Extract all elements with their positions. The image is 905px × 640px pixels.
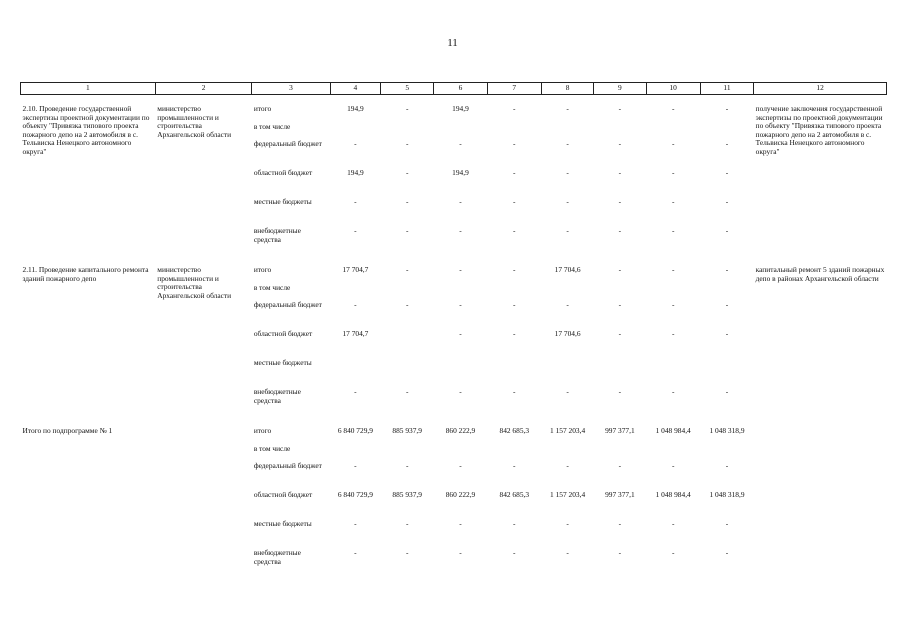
funding-value: - xyxy=(725,300,729,309)
funding-value: - xyxy=(405,548,409,557)
funding-value: - xyxy=(459,226,462,235)
funding-value: 885 937,9 xyxy=(392,490,422,499)
funding-value: - xyxy=(405,265,409,274)
funding-value: - xyxy=(566,139,569,148)
funding-source-label: местные бюджеты xyxy=(253,358,312,367)
funding-value: 17 704,7 xyxy=(342,265,369,274)
funding-source-label: внебюджетные средства xyxy=(253,226,301,244)
funding-value: - xyxy=(513,329,516,338)
funding-value: - xyxy=(618,197,622,206)
funding-value xyxy=(487,123,541,140)
funding-value: - xyxy=(671,548,675,557)
program-table xyxy=(20,82,887,578)
funding-value: 842 685,3 xyxy=(499,426,530,435)
funding-value: - xyxy=(725,519,729,528)
funding-value: - xyxy=(405,461,409,470)
funding-value: 6 840 729,9 xyxy=(337,426,373,435)
column-number: 5 xyxy=(381,83,434,95)
funding-value: - xyxy=(618,461,622,470)
funding-source-label: областной бюджет xyxy=(253,168,313,177)
funding-source-label: итого xyxy=(253,265,272,274)
funding-value: - xyxy=(725,329,729,338)
funding-value xyxy=(487,284,541,301)
funding-source-label: местные бюджеты xyxy=(253,197,312,206)
funding-value: 1 048 984,4 xyxy=(655,426,691,435)
funding-value xyxy=(434,445,487,462)
funding-value: - xyxy=(566,104,569,113)
funding-value: - xyxy=(618,168,622,177)
funding-source-label: областной бюджет xyxy=(253,490,313,499)
funding-value: - xyxy=(459,461,462,470)
funding-value: - xyxy=(566,300,569,309)
funding-source-label: федеральный бюджет xyxy=(253,139,322,148)
funding-value xyxy=(381,330,434,359)
funding-source-label: федеральный бюджет xyxy=(253,461,322,470)
funding-value xyxy=(434,123,487,140)
funding-value xyxy=(646,445,700,462)
funding-value: - xyxy=(513,387,516,396)
funding-value xyxy=(594,123,646,140)
funding-value: - xyxy=(354,519,357,528)
column-number: 8 xyxy=(541,83,593,95)
funding-value xyxy=(700,284,753,301)
funding-value xyxy=(330,359,380,388)
funding-value: - xyxy=(671,139,675,148)
funding-value: - xyxy=(405,104,409,113)
funding-value: 194,9 xyxy=(347,104,364,113)
funding-value: - xyxy=(405,139,409,148)
funding-value: - xyxy=(354,548,357,557)
funding-value: - xyxy=(618,548,622,557)
funding-value: - xyxy=(459,265,462,274)
funding-value: - xyxy=(459,139,462,148)
executor: министерство промышленности и строительства Архангельской области xyxy=(157,104,232,139)
funding-value: - xyxy=(671,197,675,206)
funding-value: 997 377,1 xyxy=(605,426,635,435)
funding-value: - xyxy=(671,265,675,274)
funding-value xyxy=(541,123,593,140)
funding-value: 885 937,9 xyxy=(392,426,422,435)
funding-value: - xyxy=(671,387,675,396)
funding-source-label: местные бюджеты xyxy=(253,519,312,528)
funding-value: - xyxy=(566,197,569,206)
measure-name: 2.10. Проведение государственной экспертизы проектной документации по объекту "Привязка типового проекта пожарного депо на 2 автомобиля в с. Тельвиска Ненецкого автономного округа" xyxy=(22,104,150,156)
table-row xyxy=(21,105,887,123)
column-number: 7 xyxy=(487,83,541,95)
funding-value: 194,9 xyxy=(452,168,469,177)
column-number: 6 xyxy=(434,83,487,95)
funding-value xyxy=(646,359,700,388)
measure-name: Итого по подпрограмме № 1 xyxy=(22,426,113,435)
funding-value: 1 048 318,9 xyxy=(709,426,745,435)
funding-value: - xyxy=(513,548,516,557)
funding-value: - xyxy=(725,139,729,148)
funding-value xyxy=(381,123,434,140)
funding-value: 194,9 xyxy=(347,168,364,177)
funding-source-label: внебюджетные средства xyxy=(253,387,301,405)
funding-value: 842 685,3 xyxy=(499,490,530,499)
funding-value xyxy=(594,359,646,388)
funding-value: 17 704,7 xyxy=(342,329,369,338)
column-number: 2 xyxy=(155,83,252,95)
funding-value: - xyxy=(513,168,516,177)
funding-value: - xyxy=(671,461,675,470)
funding-value: - xyxy=(354,197,357,206)
funding-value: - xyxy=(354,300,357,309)
funding-value: - xyxy=(354,461,357,470)
funding-value xyxy=(330,123,380,140)
funding-value xyxy=(700,445,753,462)
funding-value: 997 377,1 xyxy=(605,490,635,499)
executor xyxy=(155,427,252,578)
funding-value: - xyxy=(566,548,569,557)
column-number: 12 xyxy=(754,83,887,95)
funding-value: - xyxy=(513,265,516,274)
funding-value: - xyxy=(405,387,409,396)
funding-value: 6 840 729,9 xyxy=(337,490,373,499)
funding-value: 1 157 203,4 xyxy=(550,490,586,499)
funding-value xyxy=(434,284,487,301)
funding-value xyxy=(646,284,700,301)
funding-value: - xyxy=(513,139,516,148)
funding-value: - xyxy=(513,197,516,206)
funding-value: - xyxy=(513,461,516,470)
funding-value: 1 048 318,9 xyxy=(709,490,745,499)
funding-source-label: итого xyxy=(253,104,272,113)
expected-result: получение заключения государственной экспертизы по проектной документации по объекту "Привязка типового проекта пожарного депо на 2 автомобиля в с. Тельвиска Ненецкого автономного округа" xyxy=(755,104,883,156)
funding-value: - xyxy=(671,168,675,177)
funding-source-label: в том числе xyxy=(253,283,291,292)
funding-value: - xyxy=(725,168,729,177)
funding-value: - xyxy=(459,548,462,557)
funding-value: - xyxy=(671,104,675,113)
column-number: 9 xyxy=(594,83,646,95)
funding-value: 860 222,9 xyxy=(445,426,476,435)
funding-value: - xyxy=(725,197,729,206)
table-row xyxy=(21,266,887,284)
funding-value: - xyxy=(513,519,516,528)
funding-value: 1 048 984,4 xyxy=(655,490,691,499)
funding-value xyxy=(487,445,541,462)
funding-value xyxy=(594,284,646,301)
funding-value: - xyxy=(566,461,569,470)
funding-value: - xyxy=(671,300,675,309)
funding-value: - xyxy=(405,226,409,235)
funding-value: - xyxy=(725,226,729,235)
executor: министерство промышленности и строительства Архангельской области xyxy=(157,265,232,300)
funding-value xyxy=(700,359,753,388)
funding-value: - xyxy=(405,197,409,206)
table-row xyxy=(21,427,887,445)
funding-value: - xyxy=(671,329,675,338)
funding-value: - xyxy=(354,387,357,396)
page-number: 11 xyxy=(447,37,458,49)
funding-value: - xyxy=(618,300,622,309)
funding-value: 194,9 xyxy=(452,104,469,113)
funding-value: 1 157 203,4 xyxy=(550,426,586,435)
funding-value xyxy=(330,284,380,301)
column-number: 1 xyxy=(21,83,156,95)
funding-value: - xyxy=(354,226,357,235)
funding-source-label: итого xyxy=(253,426,272,435)
funding-value xyxy=(381,359,434,388)
funding-value: - xyxy=(618,226,622,235)
column-number: 11 xyxy=(700,83,753,95)
funding-value: - xyxy=(566,226,569,235)
funding-value xyxy=(434,359,487,388)
funding-value: 17 704,6 xyxy=(554,265,581,274)
funding-value: - xyxy=(459,300,462,309)
funding-value: - xyxy=(671,226,675,235)
funding-value: - xyxy=(618,387,622,396)
funding-value: - xyxy=(566,387,569,396)
funding-value: - xyxy=(671,519,675,528)
funding-value: - xyxy=(354,139,357,148)
funding-value: - xyxy=(618,139,622,148)
funding-value: - xyxy=(405,300,409,309)
column-numbers-row xyxy=(21,83,887,95)
table-body xyxy=(21,95,887,579)
funding-value: - xyxy=(618,265,622,274)
funding-value: 860 222,9 xyxy=(445,490,476,499)
funding-value: - xyxy=(618,104,622,113)
funding-source-label: в том числе xyxy=(253,122,291,131)
funding-value xyxy=(541,445,593,462)
funding-value: - xyxy=(513,300,516,309)
funding-value: - xyxy=(725,548,729,557)
funding-value: - xyxy=(459,197,462,206)
funding-value xyxy=(330,445,380,462)
funding-value: - xyxy=(513,104,516,113)
funding-value: - xyxy=(459,519,462,528)
funding-value: - xyxy=(618,519,622,528)
funding-value: - xyxy=(725,387,729,396)
measure-name: 2.11. Проведение капитального ремонта зданий пожарного депо xyxy=(22,265,149,283)
funding-value: - xyxy=(459,329,462,338)
funding-value: - xyxy=(725,104,729,113)
funding-source-label: в том числе xyxy=(253,444,291,453)
funding-value: - xyxy=(405,519,409,528)
funding-value xyxy=(541,359,593,388)
funding-value xyxy=(487,359,541,388)
funding-value: - xyxy=(725,461,729,470)
column-number: 3 xyxy=(252,83,330,95)
funding-value: - xyxy=(405,168,409,177)
funding-value: 17 704,6 xyxy=(554,329,581,338)
funding-value xyxy=(594,445,646,462)
funding-value xyxy=(700,123,753,140)
funding-value xyxy=(646,123,700,140)
funding-source-label: внебюджетные средства xyxy=(253,548,301,566)
funding-value: - xyxy=(459,387,462,396)
funding-value: - xyxy=(618,329,622,338)
expected-result: капитальный ремонт 5 зданий пожарных депо в районах Архангельской области xyxy=(755,265,885,283)
funding-value: - xyxy=(513,226,516,235)
expected-result xyxy=(754,427,887,578)
funding-value: - xyxy=(566,519,569,528)
funding-value: - xyxy=(725,265,729,274)
funding-source-label: федеральный бюджет xyxy=(253,300,322,309)
column-number: 4 xyxy=(330,83,380,95)
funding-value: - xyxy=(566,168,569,177)
column-number: 10 xyxy=(646,83,700,95)
funding-value xyxy=(381,445,434,462)
funding-value xyxy=(541,284,593,301)
funding-source-label: областной бюджет xyxy=(253,329,313,338)
funding-value xyxy=(381,284,434,301)
